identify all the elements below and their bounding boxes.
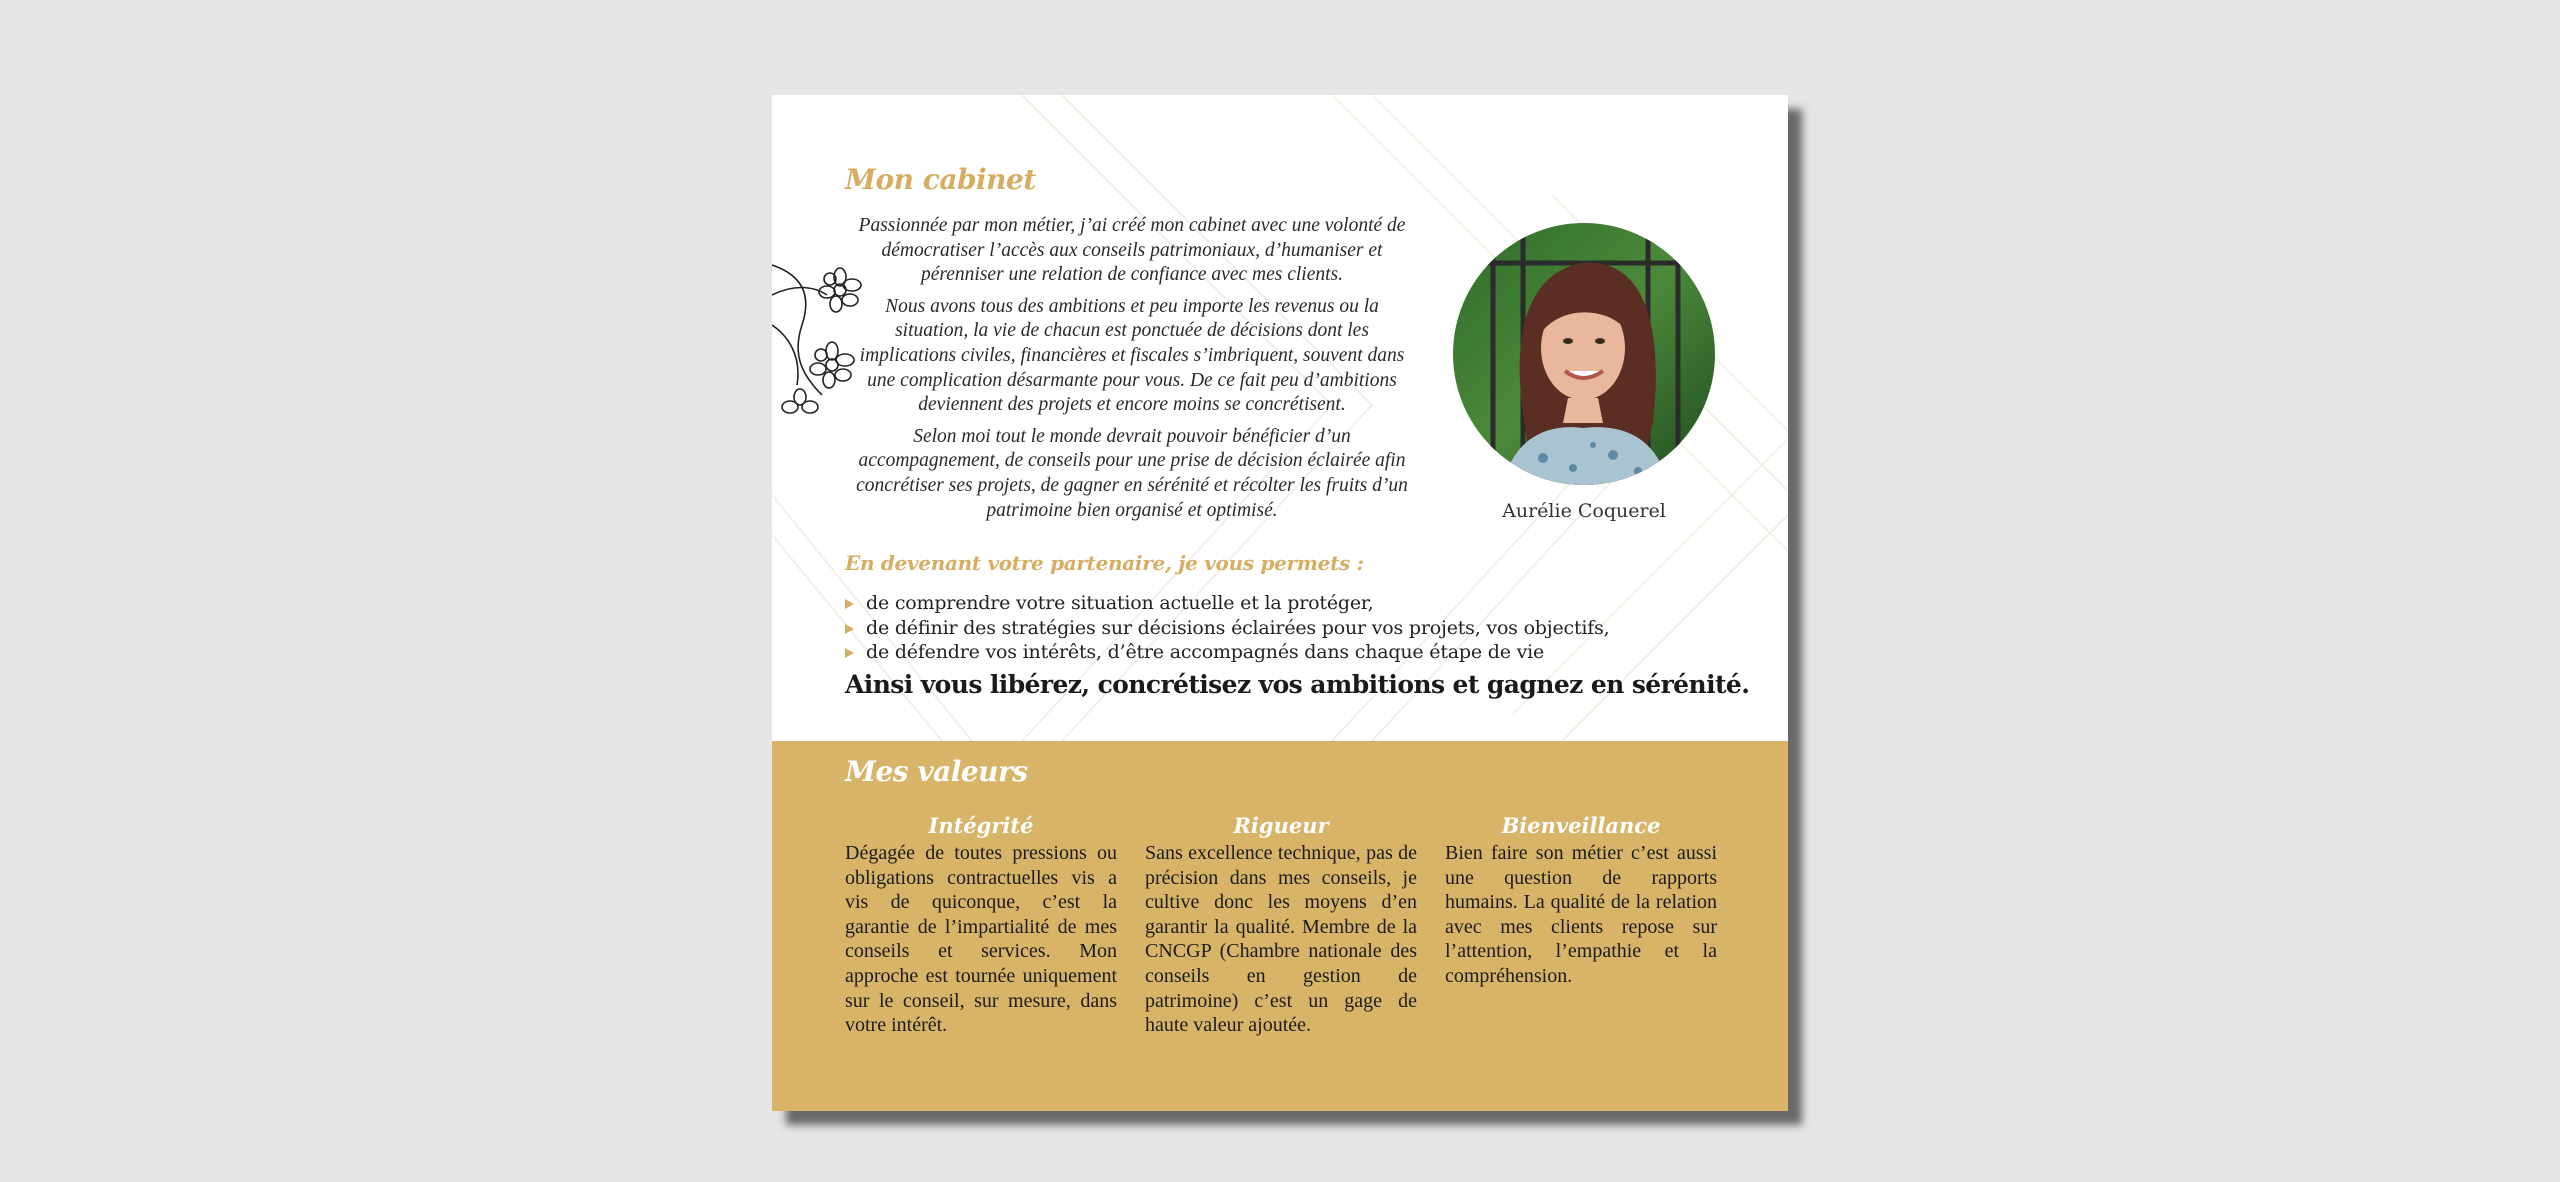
value-bienveillance <box>1445 813 1717 989</box>
triangle-bullet-icon <box>845 648 854 658</box>
list-item <box>845 616 1609 641</box>
brochure-page <box>772 95 1788 1111</box>
triangle-bullet-icon <box>845 599 854 609</box>
list-item-text: de défendre vos intérêts, d’être accompagnés dans chaque étape de vie <box>866 641 1545 664</box>
list-item <box>845 640 1609 665</box>
intro-paragraph: Nous avons tous des ambitions et peu importe les revenus ou la situation, la vie de chacun est ponctuée de décisions dont les implications civiles, financières et fiscales s’imbriquent, souvent dans une complication désarmante pour vous. De ce fait peu d’ambitions deviennent des projets et encore moins se concrétisent. <box>859 295 1405 416</box>
value-integrity <box>845 813 1117 1038</box>
values-section <box>772 741 1788 1111</box>
value-text: Bien faire son métier c’est aussi une question de rapports humains. La qualité de la relation avec mes clients repose sur l’attention, l’empathie et la compréhension. <box>1445 842 1717 987</box>
triangle-bullet-icon <box>845 624 854 634</box>
list-item <box>845 591 1609 616</box>
tagline: Ainsi vous libérez, concrétisez vos ambitions et gagnez en sérénité. <box>845 670 1750 699</box>
partner-subtitle: En devenant votre partenaire, je vous permets : <box>845 551 1364 575</box>
cabinet-title: Mon cabinet <box>845 163 1036 196</box>
value-heading: Intégrité <box>928 813 1034 838</box>
value-text: Sans excellence technique, pas de précision dans mes conseils, je cultive donc les moyens d’en garantir la qualité. Membre de la CNCGP (Chambre nationale des conseils en gestion de patrimoine) c’est un gage de haute valeur ajoutée. <box>1145 842 1417 1037</box>
value-heading: Bienveillance <box>1501 813 1661 838</box>
value-rigueur <box>1145 813 1417 1038</box>
photo-caption: Aurélie Coquerel <box>1502 500 1666 522</box>
intro-text <box>852 214 1412 530</box>
values-title: Mes valeurs <box>845 755 1028 788</box>
list-item-text: de définir des stratégies sur décisions éclairées pour vos projets, vos objectifs, <box>866 616 1610 639</box>
list-item-text: de comprendre votre situation actuelle et la protéger, <box>866 592 1374 614</box>
value-heading: Rigueur <box>1233 813 1329 838</box>
benefits-list <box>845 591 1609 665</box>
value-text: Dégagée de toutes pressions ou obligations contractuelles vis a vis de quiconque, c’est la garantie de l’impartialité de mes conseils et services. Mon approche est tournée uniquement sur le conseil, sur mesure, dans votre intérêt. <box>845 842 1117 1037</box>
intro-paragraph: Passionnée par mon métier, j’ai créé mon cabinet avec une volonté de démocratiser l’accès aux conseils patrimoniaux, d’humaniser et pérenniser une relation de confiance avec mes clients. <box>858 215 1406 286</box>
intro-paragraph: Selon moi tout le monde devrait pouvoir bénéficier d’un accompagnement, de conseils pour une prise de décision éclairée afin concrétiser ses projets, de gagner en sérénité et récolter les fruits d’un patrimoine bien organisé et optimisé. <box>856 425 1408 521</box>
portrait-photo <box>1453 223 1715 485</box>
portrait-image <box>1453 223 1715 485</box>
